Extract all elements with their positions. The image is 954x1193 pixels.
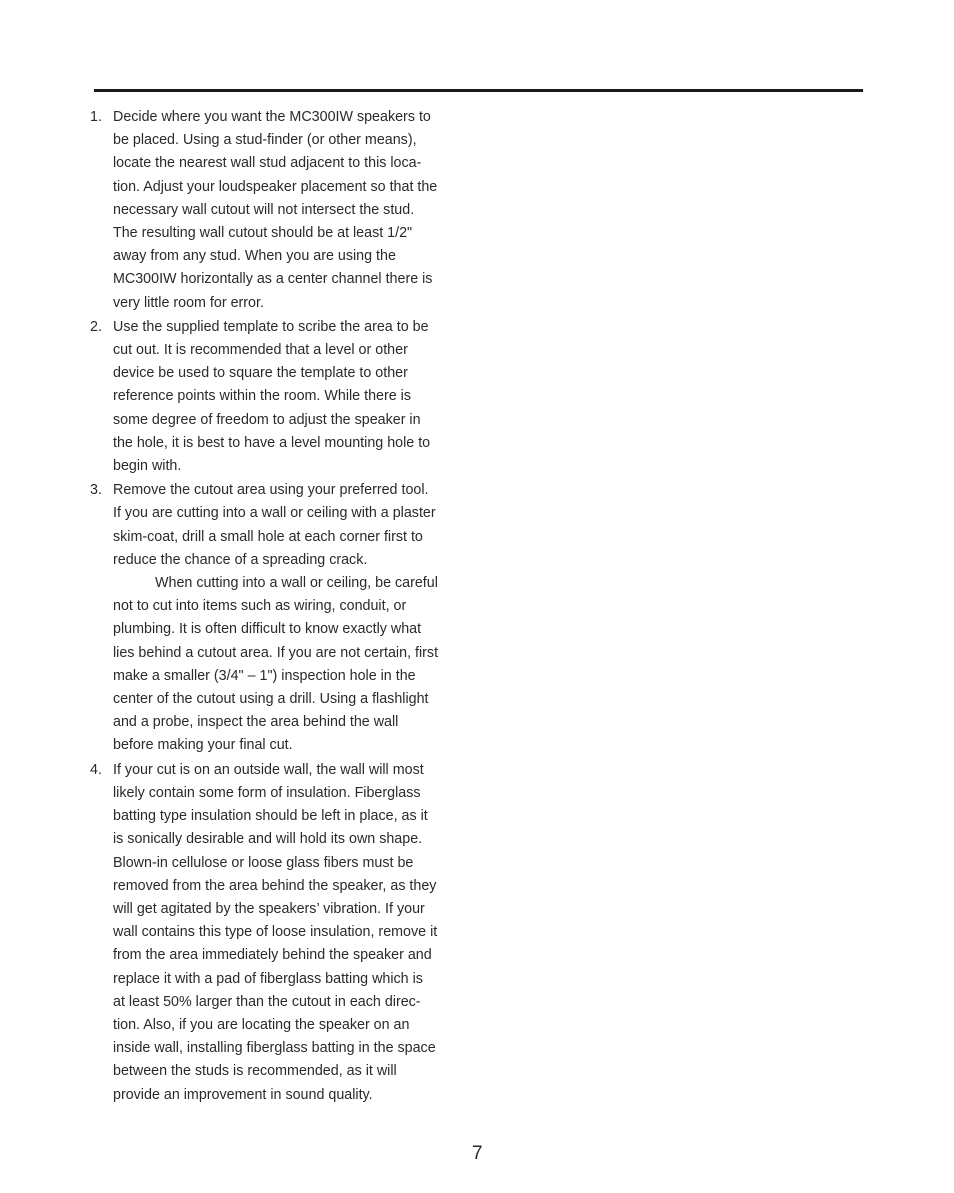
text-line: skim-coat, drill a small hole at each corner first to [113,528,423,545]
text-line: reference points within the room. While there is [113,388,411,405]
step-text [113,479,465,757]
text-line: If your cut is on an outside wall, the wall will most [113,761,424,778]
text-line: not to cut into items such as wiring, conduit, or [113,598,407,615]
text-line: necessary wall cutout will not intersect the stud. [113,201,415,218]
text-line: make a smaller (3/4" – 1") inspection hole in the [113,667,416,684]
text-line: between the studs is recommended, as it will [113,1063,397,1080]
text-line: Remove the cutout area using your preferred tool. [113,482,429,499]
page-number: 7 [472,1143,483,1164]
step-number: 2. [90,318,102,335]
text-line: plumbing. It is often difficult to know exactly what [113,621,422,638]
text-line: Decide where you want the MC300IW speakers to [113,109,431,125]
step-1 [90,106,470,315]
text-line: at least 50% larger than the cutout in each direc- [113,993,421,1010]
text-line: provide an improvement in sound quality. [113,1086,373,1103]
text-line: removed from the area behind the speaker, as they [113,877,437,894]
step-3 [90,479,470,757]
text-line: MC300IW horizontally as a center channel there is [113,271,433,288]
text-line: is sonically desirable and will hold its own shape. [113,831,423,848]
text-line: the hole, it is best to have a level mounting hole to [113,434,431,451]
text-line: away from any stud. When you are using the [113,248,396,265]
step-number: 4. [90,761,102,778]
text-line: begin with. [113,458,182,475]
step-text [113,106,465,315]
step-number: 3. [90,482,102,499]
text-line: replace it with a pad of fiberglass batting which is [113,970,423,987]
step-text [113,316,465,478]
text-line: The resulting wall cutout should be at least 1/2" [113,225,413,242]
text-line: tion. Adjust your loudspeaker placement so that the [113,178,438,195]
text-line: batting type insulation should be left in place, as it [113,808,428,825]
text-line: lies behind a cutout area. If you are not certain, first [113,644,439,661]
header-rule [94,89,863,92]
text-line: before making your final cut. [113,737,293,754]
text-line: inside wall, installing fiberglass batting in the space [113,1040,436,1057]
text-line: likely contain some form of insulation. Fiberglass [113,784,421,801]
text-line: wall contains this type of loose insulation, remove it [113,924,438,941]
text-line: and a probe, inspect the area behind the wall [113,714,399,731]
text-line: very little room for error. [113,294,264,311]
text-line: will get agitated by the speakers’ vibration. If your [113,900,425,917]
text-line: If you are cutting into a wall or ceiling with a plaster [113,505,436,522]
text-line: be placed. Using a stud-finder (or other means), [113,132,417,149]
step-4 [90,759,470,1107]
text-line: center of the cutout using a drill. Using a flashlight [113,691,429,708]
step-text [113,759,465,1107]
text-line: Use the supplied template to scribe the area to be [113,318,429,335]
text-line: reduce the chance of a spreading crack. [113,551,368,568]
text-line: cut out. It is recommended that a level or other [113,342,408,359]
text-line: device be used to square the template to other [113,365,408,382]
text-line: some degree of freedom to adjust the speaker in [113,411,421,428]
text-line: locate the nearest wall stud adjacent to this loca- [113,155,422,172]
step-2 [90,316,470,478]
text-line: from the area immediately behind the speaker and [113,947,432,964]
installation-steps-list [90,106,470,1108]
text-line: Blown-in cellulose or loose glass fibers must be [113,854,414,871]
caution-note-line: When cutting into a wall or ceiling, be careful [155,575,438,592]
step-number: 1. [90,109,102,125]
text-line: tion. Also, if you are locating the speaker on an [113,1016,410,1033]
